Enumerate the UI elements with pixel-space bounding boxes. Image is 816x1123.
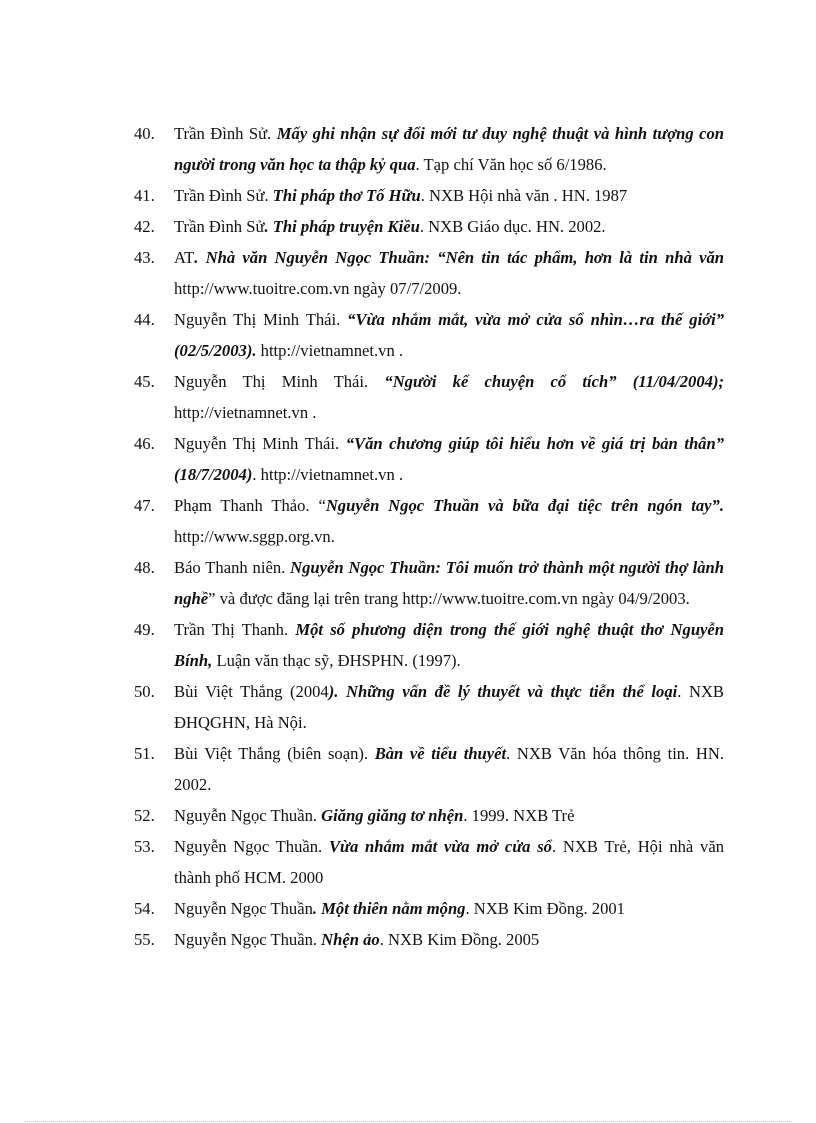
reference-text: . NXB Kim Đồng. 2005 — [379, 930, 540, 949]
reference-title: Nguyễn Ngọc Thuần: Tôi muốn trở thành một người thợ lành nghề — [174, 558, 724, 608]
reference-number: 53. — [134, 837, 155, 856]
reference-text: Luận văn thạc sỹ, ĐHSPHN. (1997). — [212, 651, 461, 670]
reference-number: 48. — [134, 558, 155, 577]
reference-number: 42. — [134, 217, 155, 236]
reference-item — [134, 552, 724, 614]
reference-item — [134, 118, 724, 180]
reference-title: Một số phương diện trong thế giới nghệ thuật thơ Nguyễn Bính, — [174, 620, 725, 670]
reference-title: Nhện ảo — [321, 930, 380, 949]
reference-number: 40. — [134, 124, 155, 143]
reference-text: . NXB ĐHQGHN, Hà Nội. — [174, 682, 724, 732]
reference-text: . NXB Kim Đồng. 2001 — [465, 899, 625, 918]
reference-list — [134, 118, 724, 955]
reference-number: 50. — [134, 682, 155, 701]
reference-text: Nguyễn Thị Minh Thái. — [174, 310, 348, 329]
reference-title: Giăng giăng tơ nhện — [321, 806, 464, 825]
reference-item — [134, 304, 724, 366]
reference-number: 54. — [134, 899, 155, 918]
reference-title: “Người kể chuyện cổ tích” (11/04/2004); — [384, 372, 725, 391]
reference-number: 46. — [134, 434, 155, 453]
reference-text: Bùi Việt Thắng (2004 — [174, 682, 329, 701]
reference-text: Báo Thanh niên. — [174, 558, 291, 577]
reference-item — [134, 831, 724, 893]
reference-text: Trần Đình Sử. — [174, 186, 273, 205]
reference-item — [134, 428, 724, 490]
reference-title: “Văn chương giúp tôi hiểu hơn về giá trị bản thân” (18/7/2004) — [174, 434, 725, 484]
reference-item — [134, 614, 724, 676]
reference-text: Nguyễn Ngọc Thuần. — [174, 930, 322, 949]
reference-number: 44. — [134, 310, 155, 329]
reference-text: Nguyễn Ngọc Thuần — [174, 899, 313, 918]
reference-title: . Một thiên nằm mộng — [312, 899, 466, 918]
reference-item — [134, 738, 724, 800]
reference-item — [134, 893, 724, 924]
reference-number: 52. — [134, 806, 155, 825]
reference-text: . NXB Hội nhà văn . HN. 1987 — [420, 186, 628, 205]
reference-title: “Vừa nhắm mắt, vừa mở cửa sổ nhìn…ra thế giới” (02/5/2003). — [174, 310, 724, 360]
reference-item — [134, 924, 724, 955]
reference-text: AT — [174, 248, 195, 267]
reference-number: 41. — [134, 186, 155, 205]
reference-title: Vừa nhắm mắt vừa mở cửa sổ — [328, 837, 552, 856]
reference-number: 55. — [134, 930, 155, 949]
reference-text: Nguyễn Ngọc Thuần. — [174, 837, 329, 856]
reference-number: 43. — [134, 248, 155, 267]
reference-text: http://www.tuoitre.com.vn ngày 07/7/2009. — [174, 279, 462, 298]
reference-item — [134, 366, 724, 428]
reference-item — [134, 676, 724, 738]
reference-text: . Tạp chí Văn học số 6/1986. — [415, 155, 607, 174]
reference-number: 47. — [134, 496, 155, 515]
reference-text: Bùi Việt Thắng (biên soạn). — [174, 744, 375, 763]
reference-item — [134, 211, 724, 242]
reference-text: http://vietnamnet.vn . — [174, 403, 317, 422]
reference-text: Nguyễn Ngọc Thuần. — [174, 806, 322, 825]
reference-item — [134, 800, 724, 831]
reference-text: Nguyễn Thị Minh Thái. — [174, 434, 346, 453]
reference-item — [134, 180, 724, 211]
reference-title: Nguyễn Ngọc Thuần và bữa đại tiệc trên ngón tay”. — [325, 496, 724, 515]
reference-text: Trần Đình Sử. — [174, 124, 277, 143]
reference-number: 51. — [134, 744, 155, 763]
reference-item — [134, 242, 724, 304]
reference-number: 45. — [134, 372, 155, 391]
reference-text: . 1999. NXB Trẻ — [463, 806, 575, 825]
reference-text: . http://vietnamnet.vn . — [252, 465, 404, 484]
reference-text: http://www.sggp.org.vn. — [174, 527, 335, 546]
reference-title: ). Những vấn đề lý thuyết và thực tiễn thể loại — [328, 682, 678, 701]
reference-text: ” và được đăng lại trên trang http://www.tuoitre.com.vn ngày 04/9/2003. — [208, 589, 690, 608]
page-divider — [24, 1121, 792, 1122]
reference-text: Nguyễn Thị Minh Thái. — [174, 372, 385, 391]
reference-text: . NXB Giáo dục. HN. 2002. — [419, 217, 606, 236]
reference-text: Phạm Thanh Thảo. “ — [174, 496, 326, 515]
reference-text: Trần Thị Thanh. — [174, 620, 296, 639]
reference-text: . NXB Trẻ, Hội nhà văn thành phố HCM. 2000 — [174, 837, 724, 887]
reference-item — [134, 490, 724, 552]
reference-text: http://vietnamnet.vn . — [256, 341, 404, 360]
reference-title: . Thi pháp truyện Kiều — [264, 217, 420, 236]
reference-title: Thi pháp thơ Tố Hữu — [272, 186, 421, 205]
reference-number: 49. — [134, 620, 155, 639]
reference-text: . NXB Văn hóa thông tin. HN. 2002. — [174, 744, 724, 794]
reference-text: Trần Đình Sử — [174, 217, 265, 236]
reference-title: . Nhà văn Nguyễn Ngọc Thuần: “Nên tin tác phẩm, hơn là tin nhà văn — [194, 248, 724, 267]
reference-title: Mấy ghi nhận sự đổi mới tư duy nghệ thuật và hình tượng con người trong văn học ta thập kỷ qua — [174, 124, 725, 174]
reference-title: Bàn về tiểu thuyết — [374, 744, 507, 763]
